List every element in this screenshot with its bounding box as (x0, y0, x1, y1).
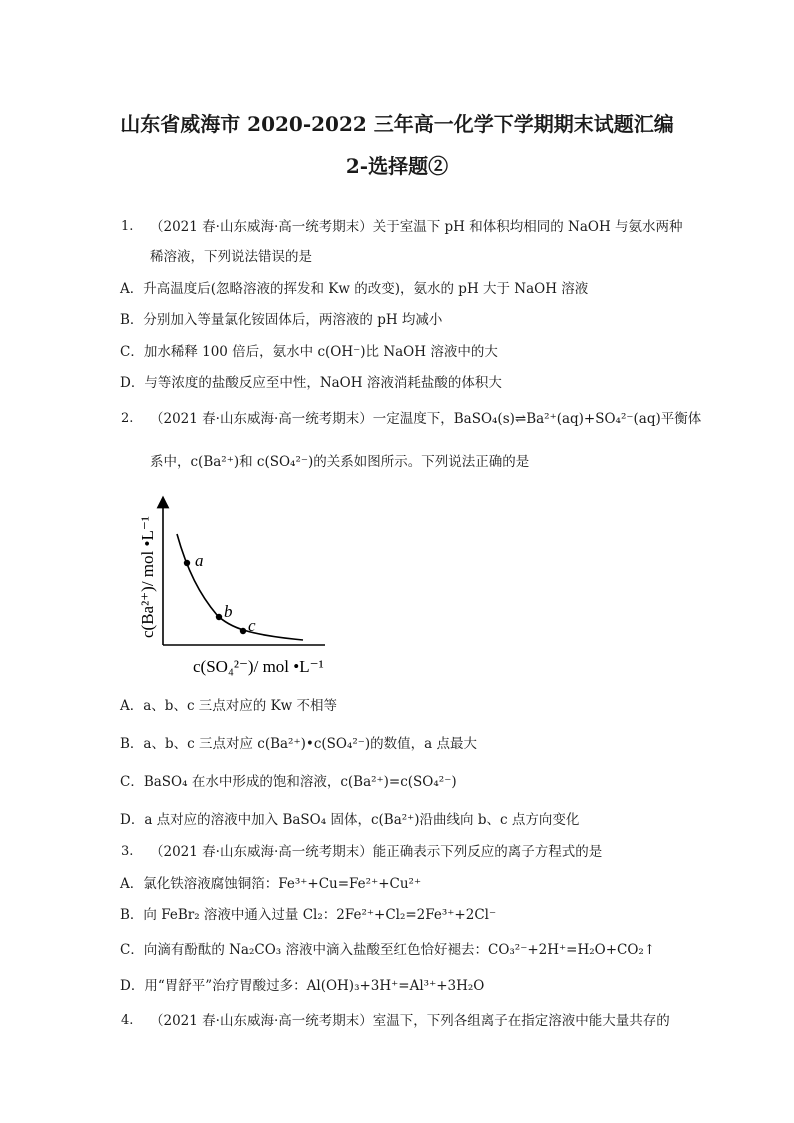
point-b-label: b (224, 602, 233, 621)
point-c (240, 628, 246, 634)
point-b (216, 614, 222, 620)
q3-option-c: C．向滴有酚酞的 Na₂CO₃ 溶液中滴入盐酸至红色恰好褪去：CO₃²⁻+2H⁺=H₂O+CO₂↑ (120, 942, 656, 958)
q4-stem: （2021 春·山东威海·高一统考期末）室温下，下列各组离子在指定溶液中能大量共存的 (150, 1013, 670, 1029)
point-a (184, 560, 190, 566)
document-title-line2: 2-选择题② (345, 154, 449, 178)
q2-number: 2. (121, 411, 134, 426)
q1-option-a: A．升高温度后(忽略溶液的挥发和 Kw 的改变)，氨水的 pH 大于 NaOH 溶液 (120, 281, 589, 297)
q2-option-b: B．a、b、c 三点对应 c(Ba²⁺)•c(SO₄²⁻)的数值，a 点最大 (120, 736, 478, 752)
q1-number: 1. (121, 219, 134, 234)
q1-option-b: B．分别加入等量氯化铵固体后，两溶液的 pH 均减小 (120, 312, 443, 328)
q1-stem-line1: （2021 春·山东威海·高一统考期末）关于室温下 pH 和体积均相同的 NaOH 与氨水两种 (150, 219, 683, 235)
document-title-line1: 山东省威海市 2020-2022 三年高一化学下学期期末试题汇编 (120, 112, 674, 136)
y-axis-label: c(Ba²⁺)/ mol •L⁻¹ (138, 516, 157, 638)
q2-stem-line1: （2021 春·山东威海·高一统考期末）一定温度下，BaSO₄(s)⇌Ba²⁺(aq)+SO₄²⁻(aq)平衡体 (150, 411, 702, 427)
q2-stem-line2: 系中，c(Ba²⁺)和 c(SO₄²⁻)的关系如图所示。下列说法正确的是 (150, 454, 530, 470)
q3-stem: （2021 春·山东威海·高一统考期末）能正确表示下列反应的离子方程式的是 (150, 844, 603, 860)
q2-option-c: C．BaSO₄ 在水中形成的饱和溶液，c(Ba²⁺)=c(SO₄²⁻) (120, 774, 457, 790)
point-a-label: a (195, 551, 204, 570)
solubility-curve-figure (125, 490, 355, 680)
q2-option-d: D．a 点对应的溶液中加入 BaSO₄ 固体，c(Ba²⁺)沿曲线向 b、c 点方向变化 (120, 812, 580, 828)
q1-option-c: C．加水稀释 100 倍后，氨水中 c(OH⁻)比 NaOH 溶液中的大 (120, 344, 498, 360)
q4-number: 4. (121, 1013, 134, 1028)
q3-number: 3. (121, 844, 134, 859)
curve (177, 534, 303, 640)
q3-option-b: B．向 FeBr₂ 溶液中通入过量 Cl₂：2Fe²⁺+Cl₂=2Fe³⁺+2Cl⁻ (120, 907, 497, 923)
point-c-label: c (248, 616, 256, 635)
q2-option-a: A．a、b、c 三点对应的 Kw 不相等 (120, 698, 338, 714)
q3-option-a: A．氯化铁溶液腐蚀铜箔：Fe³⁺+Cu=Fe²⁺+Cu²⁺ (120, 876, 422, 892)
q1-option-d: D．与等浓度的盐酸反应至中性，NaOH 溶液消耗盐酸的体积大 (120, 375, 502, 391)
q1-stem-line2: 稀溶液，下列说法错误的是 (150, 249, 312, 265)
q3-option-d: D．用“胃舒平”治疗胃酸过多：Al(OH)₃+3H⁺=Al³⁺+3H₂O (120, 978, 485, 994)
x-axis-label: c(SO₄²⁻)/ mol •L⁻¹ (193, 657, 324, 676)
